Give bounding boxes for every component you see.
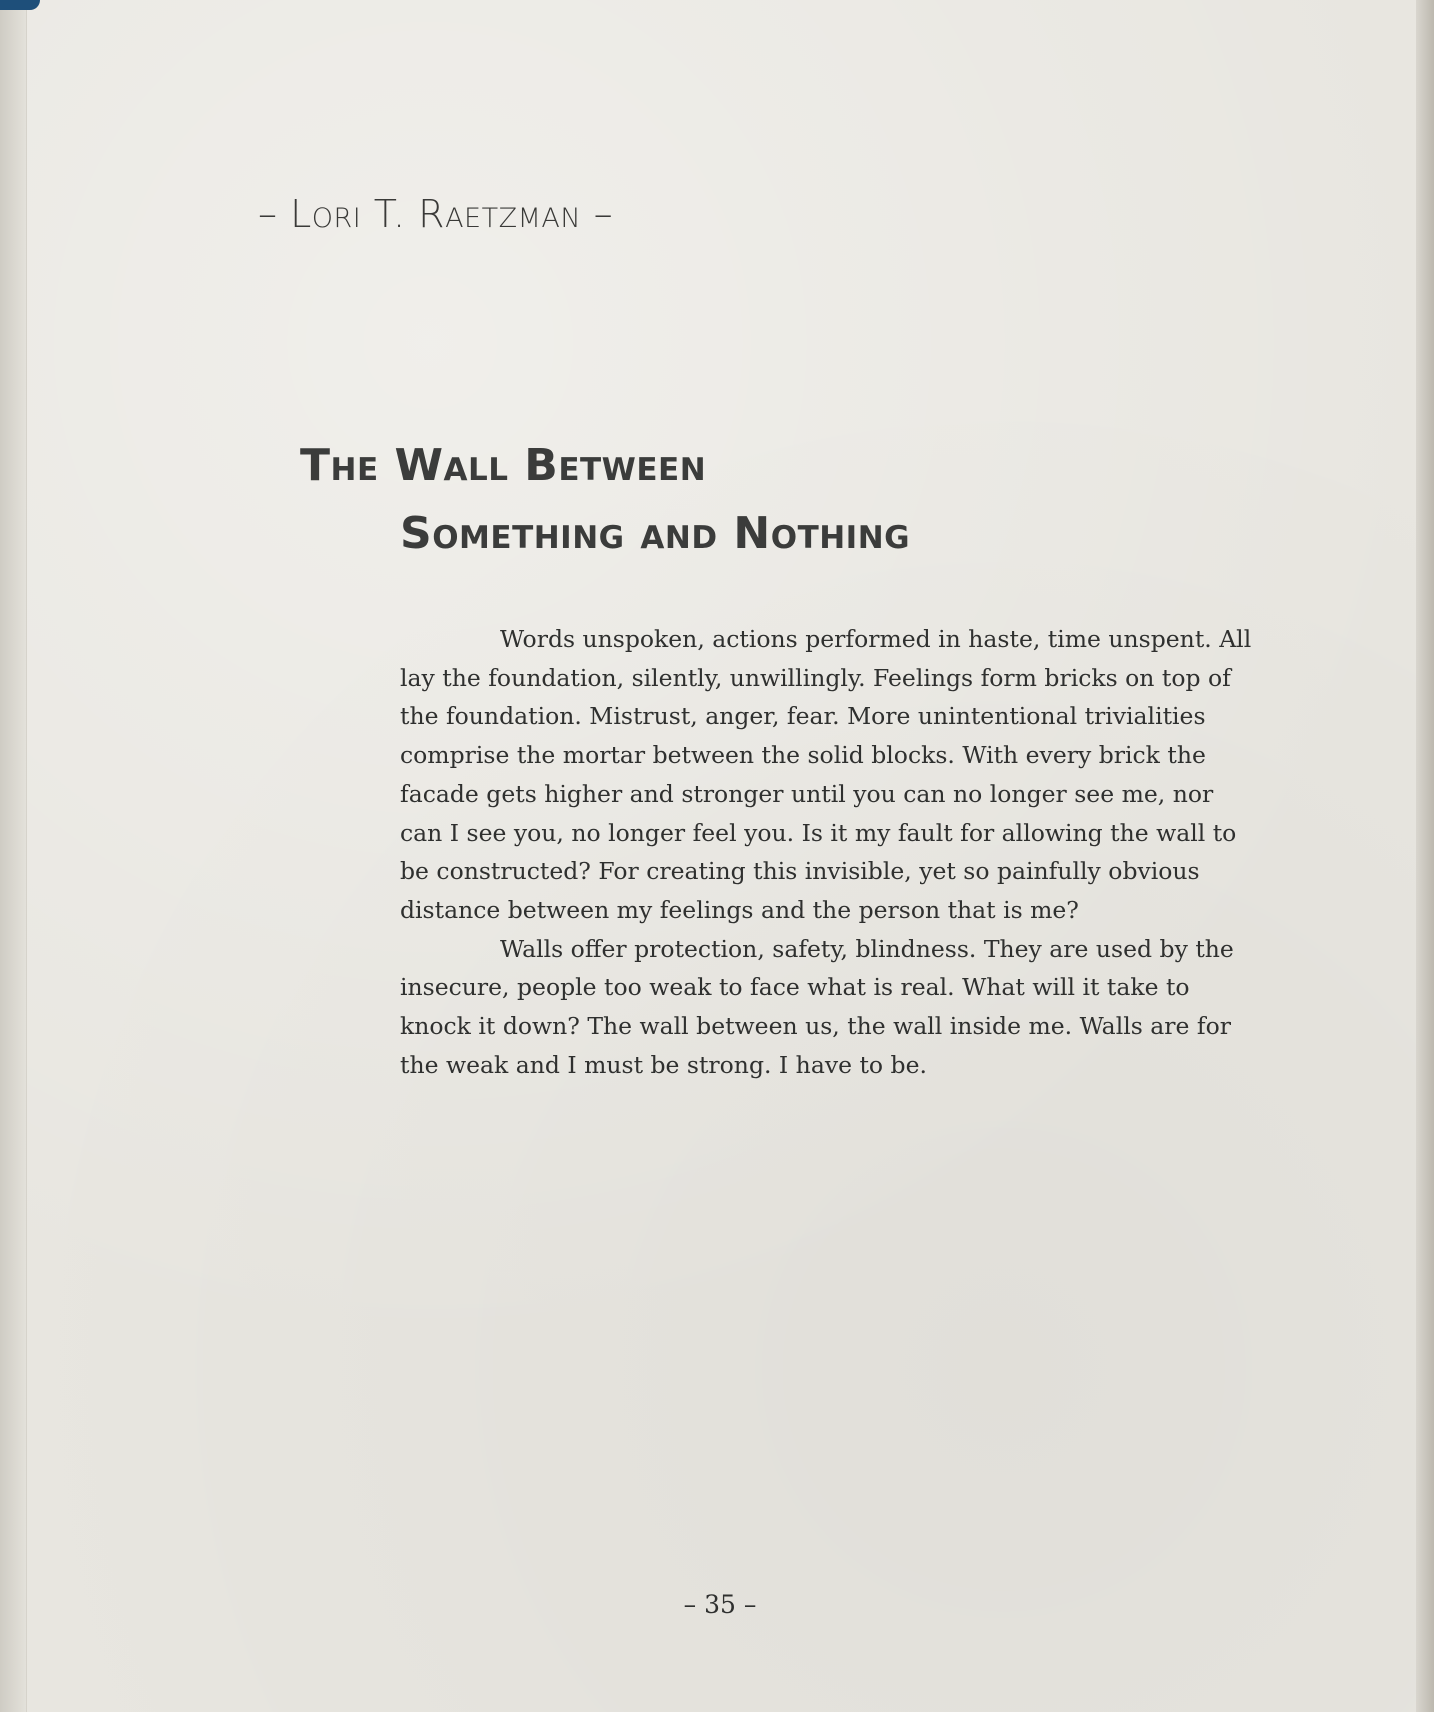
paragraph-2: Walls offer protection, safety, blindness. They are used by the insecure, people too weak to face what is real. What will it take to knock it down? The wall between us, the wall inside me. Walls are for the weak and I must be strong. I have to be. <box>400 934 1234 1079</box>
paragraph-1: Words unspoken, actions performed in haste, time unspent. All lay the foundation, silently, unwillingly. Feelings form bricks on top of the foundation. Mistrust, anger, fear. More unintentional trivialities comprise the mortar between the solid blocks. With every brick the facade gets higher and stronger until you can no longer see me, nor can I see you, no longer feel you. Is it my fault for allowing the wall to be constructed? For creating this invisible, yet so painfully obvious distance between my feelings and the person that is me? <box>400 625 1252 924</box>
author-name: – Lori T. Raetzman – <box>258 192 614 236</box>
page-number: – 35 – <box>683 1590 757 1619</box>
page-binding-edge <box>0 0 27 1712</box>
title-line-2: Something and Nothing <box>400 508 911 559</box>
page-right-edge <box>1416 0 1434 1712</box>
poem-body <box>400 620 1252 1084</box>
corner-mark <box>0 0 40 10</box>
title-line-1: The Wall Between <box>300 440 707 491</box>
